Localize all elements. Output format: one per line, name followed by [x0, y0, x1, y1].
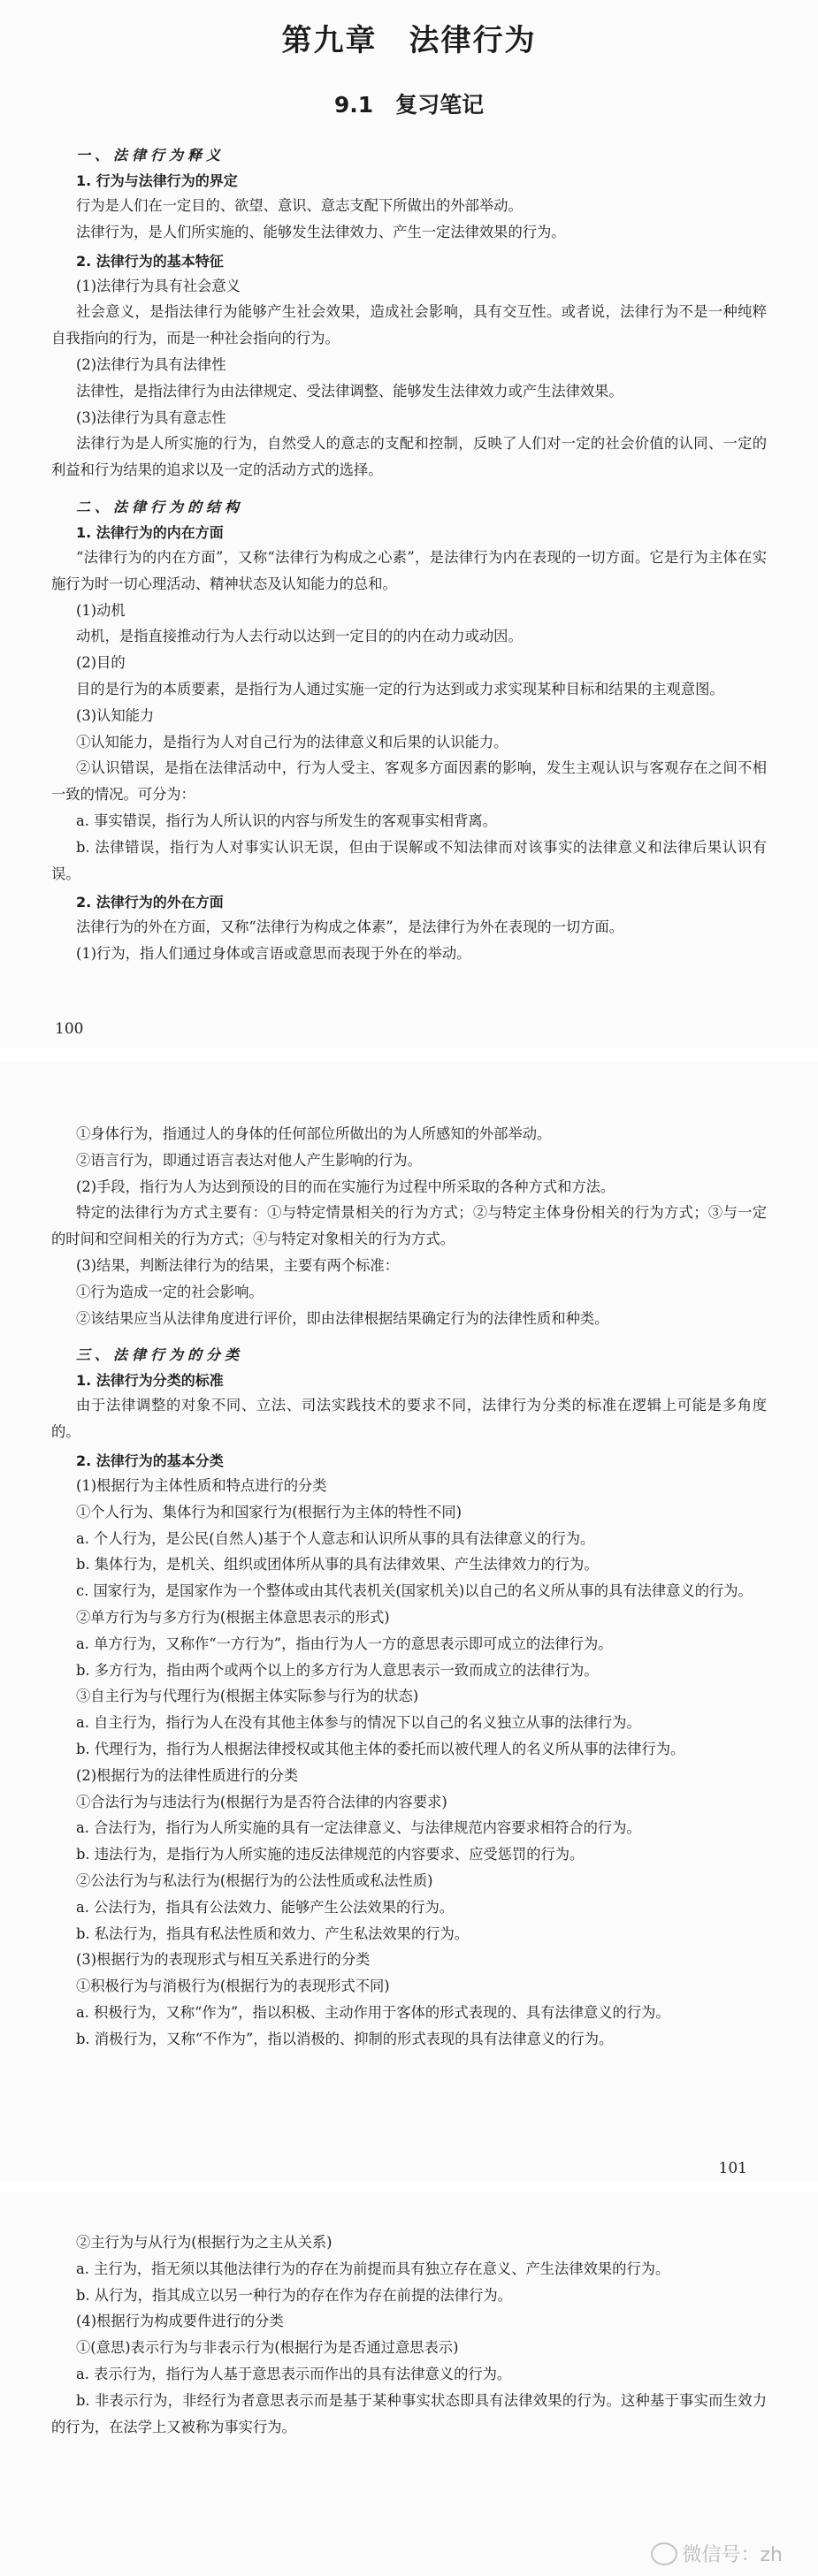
- page-content: [51, 2229, 767, 2440]
- paragraph: (3)根据行为的表现形式与相互关系进行的分类: [76, 1951, 371, 1969]
- paragraph: ②主行为与从行为(根据行为之主从关系): [76, 2234, 333, 2251]
- paragraph: ②公法行为与私法行为(根据行为的公法性质或私法性质): [76, 1871, 433, 1889]
- paragraph: 行为是人们在一定目的、欲望、意识、意志支配下所做出的外部举动。: [76, 197, 523, 214]
- page-number: 100: [55, 1020, 84, 1038]
- page-gap: [0, 2181, 818, 2192]
- paragraph: “法律行为的内在方面”，又称“法律行为构成之心素”，是法律行为内在表现的一切方面。它是行为主体在实施行为时一切心理活动、精神状态及认知能力的总和。: [51, 548, 767, 592]
- page-body: [51, 2229, 767, 2440]
- section-heading: 一、法律行为释义: [76, 147, 226, 164]
- subsection-heading: 1. 法律行为的内在方面: [76, 523, 224, 541]
- chapter-title: 第九章 法律行为: [281, 23, 537, 58]
- paragraph: (2)法律行为具有法律性: [76, 355, 226, 373]
- paragraph: ①合法行为与违法行为(根据行为是否符合法律的内容要求): [76, 1793, 447, 1810]
- paragraph: a. 主行为，指无须以其他法律行为的存在为前提而具有独立存在意义、产生法律效果的行为。: [76, 2260, 670, 2277]
- paragraph: ①个人行为、集体行为和国家行为(根据行为主体的特性不同): [76, 1503, 463, 1520]
- paragraph: ②认识错误，是指在法律活动中，行为人受主、客观多方面因素的影响，发生主观认识与客观存在之间不相一致的情况。可分为：: [51, 759, 767, 804]
- book-page-101: [0, 1061, 818, 2181]
- book-page-100: [0, 0, 818, 1048]
- paragraph: ①认知能力，是指行为人对自己行为的法律意义和后果的认识能力。: [76, 733, 508, 751]
- paragraph: b. 私法行为，指具有私法性质和效力、产生私法效果的行为。: [76, 1924, 470, 1942]
- paragraph: (1)动机: [76, 601, 126, 619]
- page-number: 101: [718, 2160, 747, 2177]
- paragraph: c. 国家行为，是国家作为一个整体或由其代表机关(国家机关)以自己的名义所从事的具有法律意义的行为。: [76, 1582, 753, 1600]
- paragraph: 社会意义，是指法律行为能够产生社会效果，造成社会影响，具有交互性。或者说，法律行为不是一种纯粹自我指向的行为，而是一种社会指向的行为。: [51, 303, 767, 347]
- paragraph: (4)根据行为构成要件进行的分类: [76, 2313, 284, 2330]
- paragraph: (1)根据行为主体性质和特点进行的分类: [76, 1476, 327, 1494]
- page-content: [51, 16, 767, 967]
- paragraph: (2)手段，指行为人为达到预设的目的而在实施行为过程中所采取的各种方式和方法。: [76, 1177, 615, 1195]
- paragraph: b. 集体行为，是机关、组织或团体所从事的具有法律效果、产生法律效力的行为。: [76, 1556, 599, 1574]
- paragraph: 由于法律调整的对象不同、立法、司法实践技术的要求不同，法律行为分类的标准在逻辑上可能是多角度的。: [51, 1397, 767, 1441]
- paragraph: ①行为造成一定的社会影响。: [76, 1283, 264, 1300]
- paragraph: (2)根据行为的法律性质进行的分类: [76, 1766, 299, 1784]
- paragraph: b. 从行为，指其成立以另一种行为的存在作为存在前提的法律行为。: [76, 2286, 512, 2304]
- paragraph: a. 自主行为，指行为人在没有其他主体参与的情况下以自己的名义独立从事的法律行为。: [76, 1714, 641, 1732]
- paragraph: (3)法律行为具有意志性: [76, 408, 226, 426]
- paragraph: b. 违法行为，是指行为人所实施的违反法律规范的内容要求、应受惩罚的行为。: [76, 1846, 585, 1863]
- paragraph: (1)法律行为具有社会意义: [76, 277, 241, 294]
- paragraph: ①(意思)表示行为与非表示行为(根据行为是否通过意思表示): [76, 2339, 459, 2357]
- paragraph: ②单方行为与多方行为(根据主体意思表示的形式): [76, 1608, 390, 1626]
- paragraph: (3)结果，判断法律行为的结果，主要有两个标准：: [76, 1256, 399, 1274]
- paragraph: a. 公法行为，指具有公法效力、能够产生公法效果的行为。: [76, 1898, 455, 1916]
- paragraph: 法律行为的外在方面，又称“法律行为构成之体素”，是法律行为外在表现的一切方面。: [76, 918, 624, 936]
- paragraph: 特定的法律行为方式主要有：①与特定情景相关的行为方式；②与特定主体身份相关的行为方式；③与一定的时间和空间相关的行为方式；④与特定对象相关的行为方式。: [51, 1204, 767, 1248]
- section-heading: 三、法律行为的分类: [76, 1346, 244, 1364]
- page-content: [51, 1121, 767, 2053]
- paragraph: 法律性，是指法律行为由法律规定、受法律调整、能够发生法律效力或产生法律效果。: [76, 382, 623, 400]
- paragraph: 动机，是指直接推动行为人去行动以达到一定目的的内在动力或动因。: [76, 628, 523, 645]
- paragraph: (1)行为，指人们通过身体或言语或意思而表现于外在的举动。: [76, 945, 471, 963]
- subsection-heading: 2. 法律行为的外在方面: [76, 894, 224, 911]
- paragraph: ①身体行为，指通过人的身体的任何部位所做出的为人所感知的外部举动。: [76, 1125, 552, 1142]
- paragraph: a. 个人行为，是公民(自然人)基于个人意志和认识所从事的具有法律意义的行为。: [76, 1529, 595, 1547]
- paragraph: ③自主行为与代理行为(根据主体实际参与行为的状态): [76, 1688, 419, 1705]
- subsection-heading: 1. 行为与法律行为的界定: [76, 172, 238, 189]
- paragraph: (3)认知能力: [76, 706, 155, 724]
- subsection-heading: 1. 法律行为分类的标准: [76, 1372, 224, 1390]
- paragraph: b. 消极行为，又称“不作为”，指以消极的、抑制的形式表现的具有法律意义的行为。: [76, 2030, 614, 2047]
- paragraph: ②该结果应当从法律角度进行评价，即由法律根据结果确定行为的法律性质和种类。: [76, 1309, 609, 1327]
- section-heading: 二、法律行为的结构: [76, 498, 244, 515]
- paragraph: ①积极行为与消极行为(根据行为的表现形式不同): [76, 1978, 390, 1995]
- paragraph: a. 合法行为，指行为人所实施的具有一定法律意义、与法律规范内容要求相符合的行为。: [76, 1819, 641, 1837]
- paragraph: (2)目的: [76, 654, 126, 672]
- paragraph: a. 表示行为，指行为人基于意思表示而作出的具有法律意义的行为。: [76, 2365, 512, 2382]
- paragraph: a. 积极行为，又称“作为”，指以积极、主动作用于客体的形式表现的、具有法律意义的行为。: [76, 2003, 670, 2021]
- subsection-heading: 2. 法律行为的基本特征: [76, 252, 224, 270]
- paragraph: b. 代理行为，指行为人根据法律授权或其他主体的委托而以被代理人的名义所从事的法律行为。: [76, 1740, 685, 1757]
- subsection-heading: 2. 法律行为的基本分类: [76, 1452, 224, 1469]
- paragraph: b. 法律错误，指行为人对事实认识无误，但由于误解或不知法律而对该事实的法律意义和法律后果认识有误。: [51, 838, 767, 882]
- paragraph: a. 事实错误，指行为人所认识的内容与所发生的客观事实相背离。: [76, 812, 497, 829]
- paragraph: b. 非表示行为，非经行为者意思表示而是基于某种事实状态即具有法律效果的行为。这种基于事实而生效力的行为，在法学上又被称为事实行为。: [51, 2391, 767, 2435]
- wechat-watermark: [651, 2540, 784, 2567]
- page-body: [51, 1121, 767, 2053]
- book-page-102: [0, 2192, 818, 2576]
- wechat-icon: [651, 2542, 677, 2565]
- paragraph: 法律行为，是人们所实施的、能够发生法律效力、产生一定法律效果的行为。: [76, 223, 566, 240]
- watermark-text: 微信号：zh: [682, 2544, 783, 2566]
- section-title: 9.1 复习笔记: [333, 92, 485, 118]
- page-gap: [0, 1048, 818, 1061]
- page-body: [51, 144, 767, 967]
- paragraph: b. 多方行为，指由两个或两个以上的多方行为人意思表示一致而成立的法律行为。: [76, 1661, 599, 1679]
- paragraph: ②语言行为，即通过语言表达对他人产生影响的行为。: [76, 1151, 422, 1169]
- paragraph: a. 单方行为，又称作“一方行为”，指由行为人一方的意思表示即可成立的法律行为。: [76, 1635, 613, 1652]
- paragraph: 法律行为是人所实施的行为，自然受人的意志的支配和控制，反映了人们对一定的社会价值的认同、一定的利益和行为结果的追求以及一定的活动方式的选择。: [51, 435, 767, 479]
- paragraph: 目的是行为的本质要素，是指行为人通过实施一定的行为达到或力求实现某种目标和结果的主观意图。: [76, 680, 724, 697]
